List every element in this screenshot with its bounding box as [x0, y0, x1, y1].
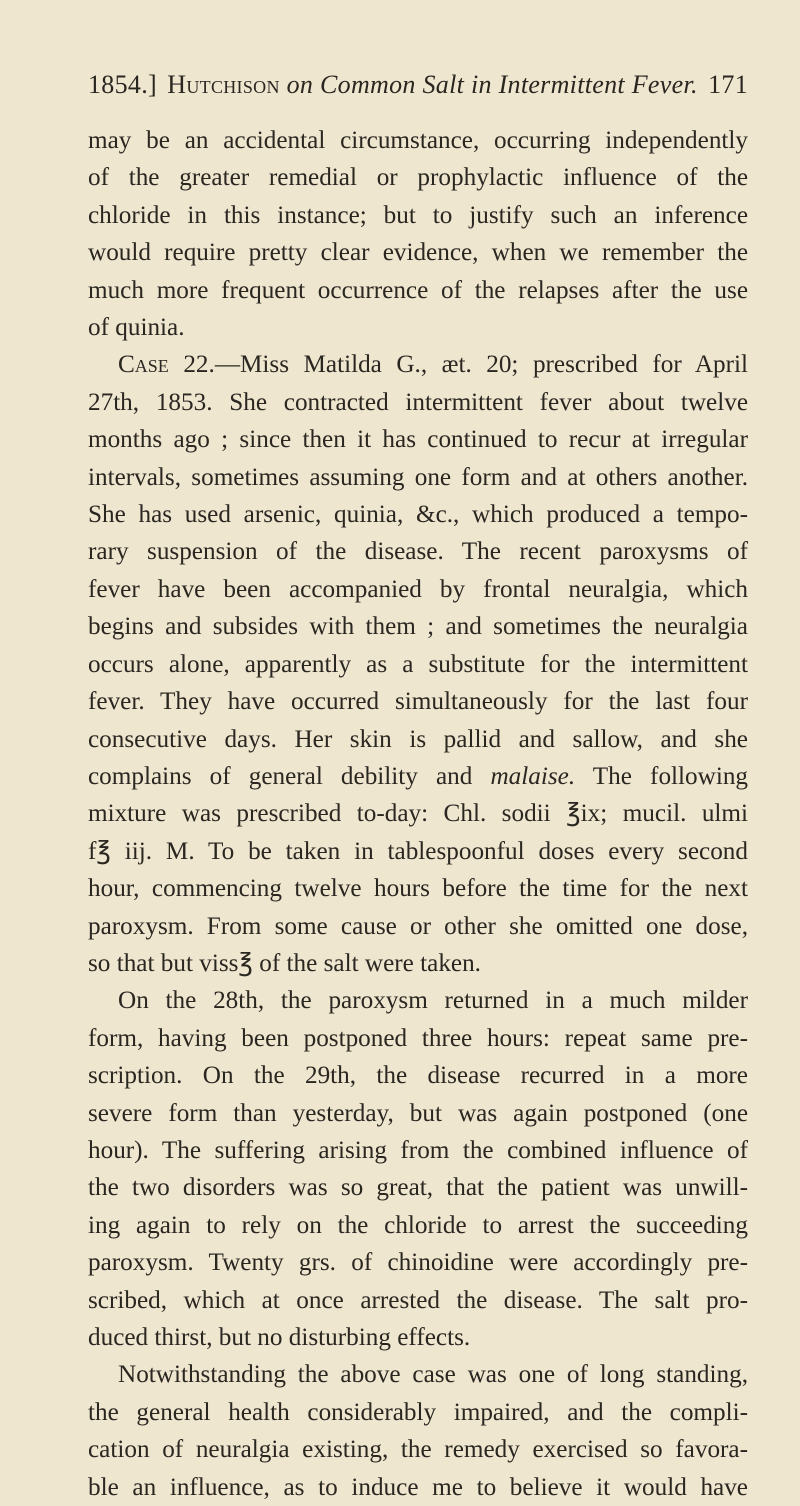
body-text: [88, 122, 748, 1506]
text-line: fever have been accompanied by frontal neuralgia, which: [88, 575, 748, 603]
text-line: rary suspension of the disease. The recent paroxysms of: [88, 538, 748, 566]
text-line: On the 28th, the paroxysm returned in a much milder: [118, 987, 748, 1015]
paragraph-continuation: [88, 122, 748, 346]
text-line: She has used arsenic, quinia, &c., which produced a tempo-: [88, 501, 748, 529]
case-paragraph: [88, 346, 748, 982]
text-line: so that but viss℥ of the salt were taken.: [88, 949, 481, 977]
running-title: [157, 70, 708, 100]
text-line: severe form than yesterday, but was again postponed (one: [88, 1099, 748, 1127]
text-line: ble an influence, as to induce me to believe it would have: [88, 1473, 748, 1501]
text-line: much more frequent occurrence of the relapses after the use: [88, 276, 748, 304]
text-line: begins and subsides with them ; and sometimes the neuralgia: [88, 613, 748, 641]
case-label: Case 22.: [118, 351, 215, 379]
malaise-post: The following: [592, 762, 749, 790]
case-heading-rest: —Miss Matilda G., æt. 20; prescribed for April: [214, 351, 748, 379]
text-line: of the greater remedial or prophylactic influence of the: [88, 164, 748, 192]
text-line: hour, commencing twelve hours before the time for the next: [88, 875, 748, 903]
conclusion-paragraph: [88, 1356, 748, 1506]
text-line: may be an accidental circumstance, occurring independently: [88, 127, 748, 154]
text-line: duced thirst, but no disturbing effects.: [88, 1324, 471, 1351]
text-line: hour). The suffering arising from the combined influence of: [88, 1136, 748, 1164]
malaise-word: malaise.: [490, 762, 576, 790]
text-line: cation of neuralgia existing, the remedy exercised so favora-: [88, 1436, 748, 1464]
year-marker: 1854.]: [88, 70, 157, 99]
text-line: paroxysm. Twenty grs. of chinoidine were accordingly pre-: [88, 1249, 748, 1277]
text-line: occurs alone, apparently as a substitute for the intermittent: [88, 650, 748, 678]
text-line: intervals, sometimes assuming one form and at others another.: [88, 463, 748, 491]
running-title-text: Common Salt in Intermittent Fever.: [320, 70, 698, 99]
text-line: the two disorders was so great, that the patient was unwill-: [88, 1174, 748, 1202]
text-line: chloride in this instance; but to justify such an inference: [88, 201, 748, 229]
text-line: 27th, 1853. She contracted intermittent fever about twelve: [88, 388, 748, 416]
text-line: form, having been postponed three hours: repeat same pre-: [88, 1024, 748, 1052]
text-line: paroxysm. From some cause or other she omitted one dose,: [88, 912, 748, 940]
running-title-connector: on: [286, 70, 314, 99]
page-number: 171: [708, 70, 748, 99]
case-heading-line: [88, 346, 748, 383]
running-head: [88, 70, 748, 100]
text-line: mixture was prescribed to-day: Chl. sodii ℥ix; mucil. ulmi: [88, 800, 748, 828]
text-line: months ago ; since then it has continued to recur at irregular: [88, 426, 748, 454]
text-line: scribed, which at once arrested the disease. The salt pro-: [88, 1286, 748, 1314]
followup-paragraph: [88, 982, 748, 1356]
text-line: consecutive days. Her skin is pallid and sallow, and she: [88, 725, 748, 753]
text-line: Notwithstanding the above case was one of long standing,: [118, 1361, 748, 1389]
text-line: would require pretty clear evidence, when we remember the: [88, 239, 748, 267]
text-line: f℥ iij. M. To be taken in tablespoonful doses every second: [88, 837, 748, 865]
running-author: Hutchison: [167, 70, 280, 99]
malaise-line: [88, 758, 748, 795]
text-line: of quinia.: [88, 314, 185, 342]
text-line: the general health considerably impaired, and the compli-: [88, 1398, 748, 1426]
text-line: fever. They have occurred simultaneously for the last four: [88, 688, 748, 716]
malaise-pre: complains of general debility and: [88, 762, 473, 790]
text-line: scription. On the 29th, the disease recurred in a more: [88, 1062, 748, 1090]
text-line: ing again to rely on the chloride to arrest the succeeding: [88, 1211, 748, 1239]
